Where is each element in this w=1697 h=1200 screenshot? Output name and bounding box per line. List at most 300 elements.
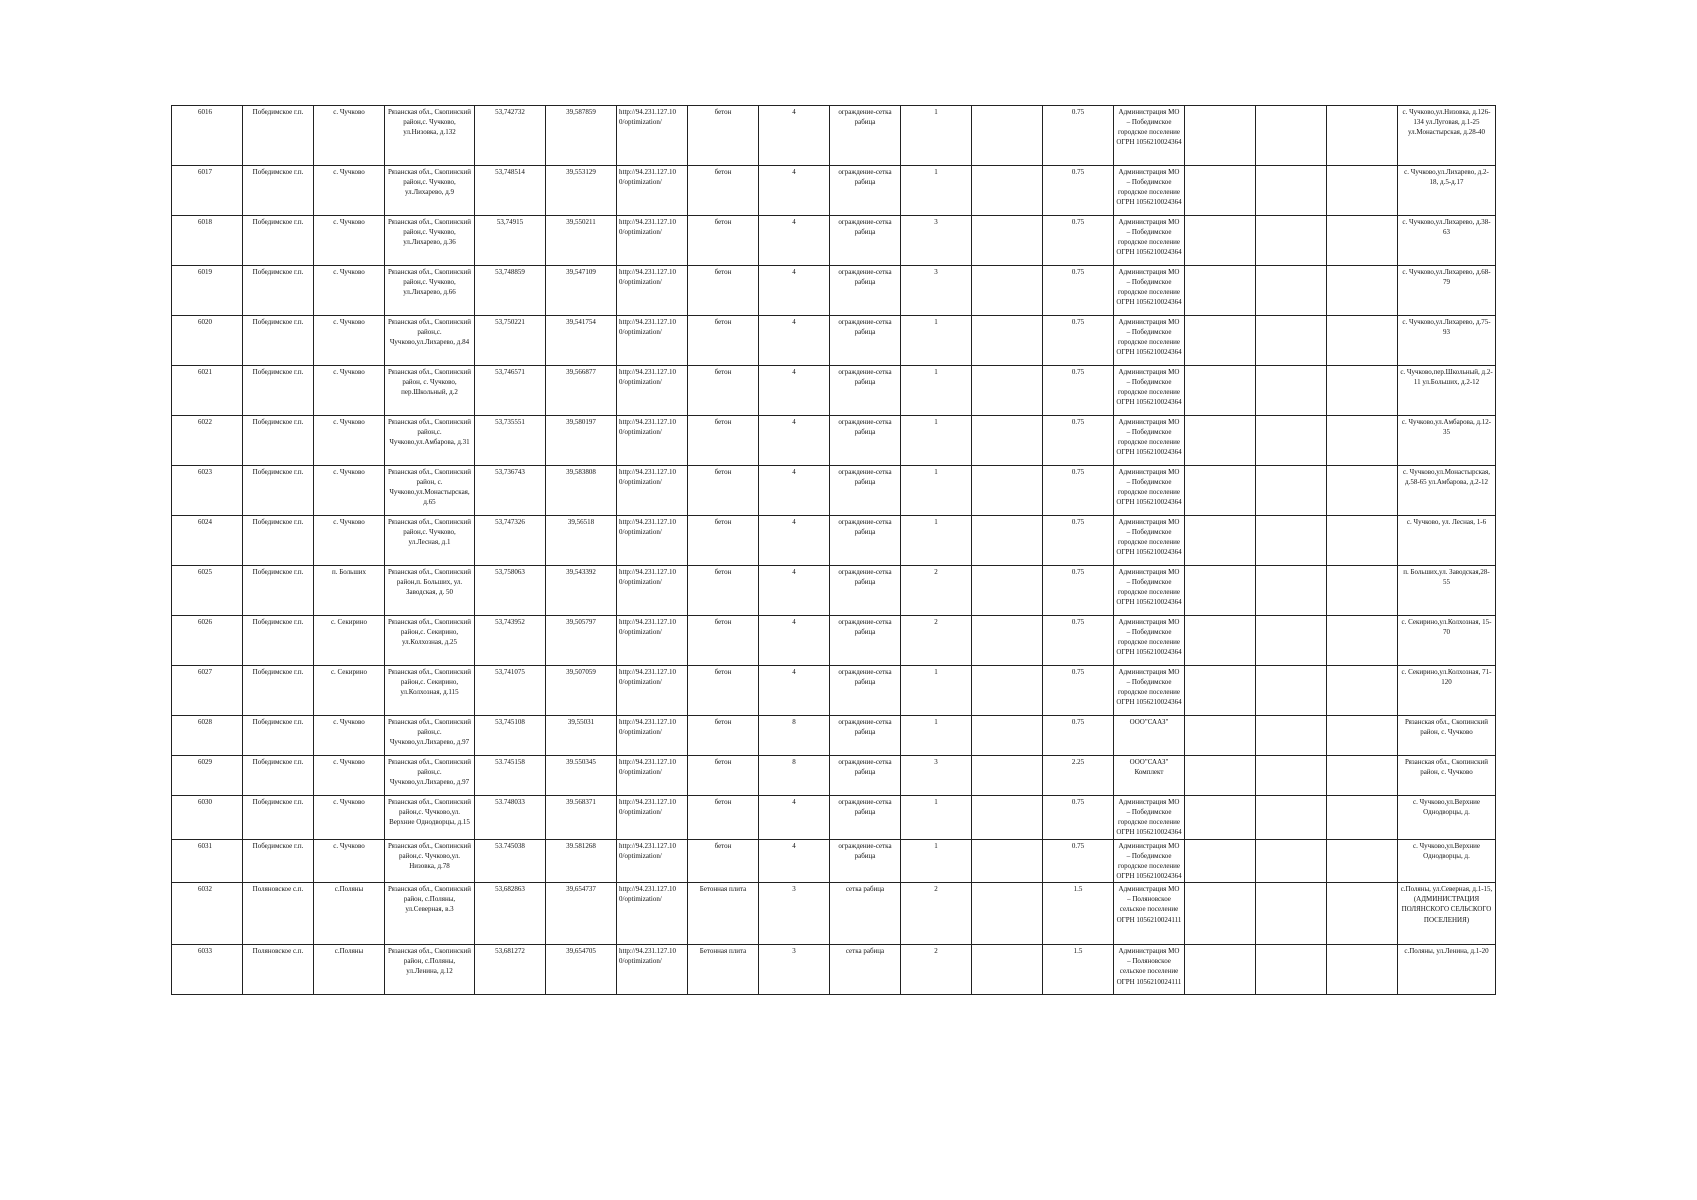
empty-cell bbox=[972, 945, 1043, 995]
container-count-cell: 1 bbox=[901, 106, 972, 166]
locality-cell: с. Чучково bbox=[314, 796, 385, 840]
empty-cell bbox=[1327, 216, 1398, 266]
fence-type-cell: ограждение-сетка рабица bbox=[830, 516, 901, 566]
fence-type-cell: ограждение-сетка рабица bbox=[830, 616, 901, 666]
latitude-cell: 53,758063 bbox=[475, 566, 546, 616]
site-number-cell: 6033 bbox=[172, 945, 243, 995]
container-count-cell: 2 bbox=[901, 883, 972, 945]
container-volume-cell: 0.75 bbox=[1043, 216, 1114, 266]
latitude-cell: 53,681272 bbox=[475, 945, 546, 995]
served-addresses-cell: с. Чучково,ул.Лихарево, д.2-18, д.5-д.17 bbox=[1398, 166, 1496, 216]
site-number-cell: 6018 bbox=[172, 216, 243, 266]
site-number-cell: 6028 bbox=[172, 716, 243, 756]
container-volume-cell: 1.5 bbox=[1043, 883, 1114, 945]
surface-type-cell: бетон bbox=[688, 616, 759, 666]
served-addresses-cell: с. Чучково,ул.Монастырская, д.58-65 ул.Амбарова, д.2-12 bbox=[1398, 466, 1496, 516]
area-cell: 4 bbox=[759, 666, 830, 716]
container-count-cell: 1 bbox=[901, 666, 972, 716]
surface-type-cell: бетон bbox=[688, 316, 759, 366]
address-cell: Рязанская обл., Скопинский район,с. Чучково,ул.Лихарево, д.84 bbox=[385, 316, 475, 366]
container-volume-cell: 0.75 bbox=[1043, 839, 1114, 883]
area-cell: 3 bbox=[759, 883, 830, 945]
empty-cell bbox=[1185, 945, 1256, 995]
empty-cell bbox=[1327, 716, 1398, 756]
locality-cell: п. Больших bbox=[314, 566, 385, 616]
empty-cell bbox=[1185, 616, 1256, 666]
map-link-cell: http://94.231.127.10 0/optimization/ bbox=[617, 883, 688, 945]
area-cell: 4 bbox=[759, 566, 830, 616]
locality-cell: с. Чучково bbox=[314, 416, 385, 466]
surface-type-cell: бетон bbox=[688, 466, 759, 516]
area-cell: 3 bbox=[759, 945, 830, 995]
table-row bbox=[172, 416, 1496, 466]
map-link-cell: http://94.231.127.10 0/optimization/ bbox=[617, 616, 688, 666]
latitude-cell: 53.748033 bbox=[475, 796, 546, 840]
container-volume-cell: 0.75 bbox=[1043, 716, 1114, 756]
address-cell: Рязанская обл., Скопинский район,с. Чучково,ул.Амбарова, д.31 bbox=[385, 416, 475, 466]
site-number-cell: 6022 bbox=[172, 416, 243, 466]
surface-type-cell: бетон bbox=[688, 416, 759, 466]
empty-cell bbox=[972, 316, 1043, 366]
empty-cell bbox=[1256, 106, 1327, 166]
empty-cell bbox=[1185, 566, 1256, 616]
address-cell: Рязанская обл., Скопинский район,с. Чучково,ул.Лихарево, д.97 bbox=[385, 756, 475, 796]
longitude-cell: 39,56518 bbox=[546, 516, 617, 566]
empty-cell bbox=[972, 516, 1043, 566]
settlement-cell: Победимское г.п. bbox=[243, 616, 314, 666]
table-row bbox=[172, 216, 1496, 266]
served-addresses-cell: с.Поляны, ул.Северная, д.1-15, (АДМИНИСТРАЦИЯ ПОЛЯНСКОГО СЕЛЬСКОГО ПОСЕЛЕНИЯ) bbox=[1398, 883, 1496, 945]
container-volume-cell: 0.75 bbox=[1043, 316, 1114, 366]
latitude-cell: 53,74915 bbox=[475, 216, 546, 266]
container-volume-cell: 0.75 bbox=[1043, 416, 1114, 466]
area-cell: 4 bbox=[759, 839, 830, 883]
empty-cell bbox=[1256, 366, 1327, 416]
longitude-cell: 39,55031 bbox=[546, 716, 617, 756]
table-row bbox=[172, 266, 1496, 316]
container-count-cell: 2 bbox=[901, 616, 972, 666]
longitude-cell: 39,583808 bbox=[546, 466, 617, 516]
longitude-cell: 39,553129 bbox=[546, 166, 617, 216]
area-cell: 4 bbox=[759, 466, 830, 516]
empty-cell bbox=[1256, 316, 1327, 366]
map-link-cell: http://94.231.127.10 0/optimization/ bbox=[617, 366, 688, 416]
fence-type-cell: ограждение-сетка рабица bbox=[830, 216, 901, 266]
empty-cell bbox=[972, 216, 1043, 266]
container-volume-cell: 0.75 bbox=[1043, 516, 1114, 566]
address-cell: Рязанская обл., Скопинский район,с. Чучково,ул. Верхние Однодворцы, д.15 bbox=[385, 796, 475, 840]
empty-cell bbox=[972, 616, 1043, 666]
empty-cell bbox=[1256, 216, 1327, 266]
latitude-cell: 53,750221 bbox=[475, 316, 546, 366]
latitude-cell: 53,747326 bbox=[475, 516, 546, 566]
longitude-cell: 39,547109 bbox=[546, 266, 617, 316]
empty-cell bbox=[1327, 416, 1398, 466]
owner-cell: Администрация МО – Поляновское сельское поселение ОГРН 1056210024111 bbox=[1114, 883, 1185, 945]
area-cell: 4 bbox=[759, 266, 830, 316]
settlement-cell: Поляновское с.п. bbox=[243, 883, 314, 945]
surface-type-cell: бетон bbox=[688, 216, 759, 266]
table-row bbox=[172, 796, 1496, 840]
container-count-cell: 2 bbox=[901, 945, 972, 995]
settlement-cell: Победимское г.п. bbox=[243, 756, 314, 796]
site-number-cell: 6026 bbox=[172, 616, 243, 666]
table-row bbox=[172, 756, 1496, 796]
site-number-cell: 6025 bbox=[172, 566, 243, 616]
served-addresses-cell: Рязанская обл., Скопинский район, с. Чучково bbox=[1398, 756, 1496, 796]
empty-cell bbox=[972, 666, 1043, 716]
longitude-cell: 39.581268 bbox=[546, 839, 617, 883]
empty-cell bbox=[1327, 883, 1398, 945]
empty-cell bbox=[1256, 666, 1327, 716]
area-cell: 4 bbox=[759, 516, 830, 566]
served-addresses-cell: с. Чучково,ул.Лихарево, д.38-63 bbox=[1398, 216, 1496, 266]
fence-type-cell: ограждение-сетка рабица bbox=[830, 106, 901, 166]
container-volume-cell: 0.75 bbox=[1043, 616, 1114, 666]
map-link-cell: http://94.231.127.10 0/optimization/ bbox=[617, 266, 688, 316]
empty-cell bbox=[1327, 839, 1398, 883]
empty-cell bbox=[1185, 366, 1256, 416]
locality-cell: с. Чучково bbox=[314, 839, 385, 883]
container-count-cell: 1 bbox=[901, 516, 972, 566]
map-link-cell: http://94.231.127.10 0/optimization/ bbox=[617, 796, 688, 840]
longitude-cell: 39,550211 bbox=[546, 216, 617, 266]
settlement-cell: Поляновское с.п. bbox=[243, 945, 314, 995]
empty-cell bbox=[1327, 666, 1398, 716]
settlement-cell: Победимское г.п. bbox=[243, 416, 314, 466]
longitude-cell: 39,587859 bbox=[546, 106, 617, 166]
longitude-cell: 39,580197 bbox=[546, 416, 617, 466]
empty-cell bbox=[1256, 945, 1327, 995]
owner-cell: Администрация МО – Поляновское сельское поселение ОГРН 1056210024111 bbox=[1114, 945, 1185, 995]
latitude-cell: 53,741075 bbox=[475, 666, 546, 716]
map-link-cell: http://94.231.127.10 0/optimization/ bbox=[617, 756, 688, 796]
fence-type-cell: ограждение-сетка рабица bbox=[830, 316, 901, 366]
latitude-cell: 53,745108 bbox=[475, 716, 546, 756]
empty-cell bbox=[1256, 266, 1327, 316]
empty-cell bbox=[1185, 106, 1256, 166]
map-link-cell: http://94.231.127.10 0/optimization/ bbox=[617, 466, 688, 516]
surface-type-cell: бетон bbox=[688, 796, 759, 840]
served-addresses-cell: с. Секирино,ул.Колхозная, 15-70 bbox=[1398, 616, 1496, 666]
container-count-cell: 1 bbox=[901, 416, 972, 466]
empty-cell bbox=[1327, 316, 1398, 366]
longitude-cell: 39,654737 bbox=[546, 883, 617, 945]
empty-cell bbox=[972, 883, 1043, 945]
settlement-cell: Победимское г.п. bbox=[243, 716, 314, 756]
container-volume-cell: 0.75 bbox=[1043, 666, 1114, 716]
settlement-cell: Победимское г.п. bbox=[243, 216, 314, 266]
empty-cell bbox=[1327, 616, 1398, 666]
latitude-cell: 53,742732 bbox=[475, 106, 546, 166]
owner-cell: Администрация МО – Победимское городское поселение ОГРН 1056210024364 bbox=[1114, 796, 1185, 840]
table-row bbox=[172, 316, 1496, 366]
map-link-cell: http://94.231.127.10 0/optimization/ bbox=[617, 166, 688, 216]
empty-cell bbox=[1327, 756, 1398, 796]
empty-cell bbox=[1327, 466, 1398, 516]
map-link-cell: http://94.231.127.10 0/optimization/ bbox=[617, 216, 688, 266]
site-number-cell: 6016 bbox=[172, 106, 243, 166]
empty-cell bbox=[1185, 839, 1256, 883]
container-count-cell: 1 bbox=[901, 366, 972, 416]
served-addresses-cell: с. Чучково, ул. Лесная, 1-6 bbox=[1398, 516, 1496, 566]
area-cell: 4 bbox=[759, 106, 830, 166]
owner-cell: Администрация МО – Победимское городское поселение ОГРН 1056210024364 bbox=[1114, 416, 1185, 466]
settlement-cell: Победимское г.п. bbox=[243, 566, 314, 616]
surface-type-cell: бетон bbox=[688, 666, 759, 716]
area-cell: 4 bbox=[759, 366, 830, 416]
empty-cell bbox=[972, 566, 1043, 616]
empty-cell bbox=[1256, 796, 1327, 840]
served-addresses-cell: с. Секирино,ул.Колхозная, 71-120 bbox=[1398, 666, 1496, 716]
locality-cell: с. Чучково bbox=[314, 516, 385, 566]
empty-cell bbox=[972, 839, 1043, 883]
owner-cell: Администрация МО – Победимское городское поселение ОГРН 1056210024364 bbox=[1114, 266, 1185, 316]
empty-cell bbox=[972, 416, 1043, 466]
owner-cell: Администрация МО – Победимское городское поселение ОГРН 1056210024364 bbox=[1114, 839, 1185, 883]
map-link-cell: http://94.231.127.10 0/optimization/ bbox=[617, 106, 688, 166]
empty-cell bbox=[972, 366, 1043, 416]
map-link-cell: http://94.231.127.10 0/optimization/ bbox=[617, 839, 688, 883]
address-cell: Рязанская обл., Скопинский район,с. Секирино, ул.Колхозная, д.25 bbox=[385, 616, 475, 666]
empty-cell bbox=[1256, 166, 1327, 216]
table-row bbox=[172, 883, 1496, 945]
longitude-cell: 39.550345 bbox=[546, 756, 617, 796]
area-cell: 4 bbox=[759, 796, 830, 840]
settlement-cell: Победимское г.п. bbox=[243, 796, 314, 840]
site-number-cell: 6020 bbox=[172, 316, 243, 366]
empty-cell bbox=[1256, 616, 1327, 666]
latitude-cell: 53,746571 bbox=[475, 366, 546, 416]
site-number-cell: 6029 bbox=[172, 756, 243, 796]
empty-cell bbox=[1185, 756, 1256, 796]
locality-cell: с. Чучково bbox=[314, 366, 385, 416]
fence-type-cell: ограждение-сетка рабица bbox=[830, 166, 901, 216]
served-addresses-cell: с. Чучково,ул.Низовка, д.126-134 ул.Луговая, д.1-25 ул.Монастырская, д.28-40 bbox=[1398, 106, 1496, 166]
surface-type-cell: бетон bbox=[688, 756, 759, 796]
fence-type-cell: ограждение-сетка рабица bbox=[830, 566, 901, 616]
locality-cell: с. Секирино bbox=[314, 666, 385, 716]
latitude-cell: 53.745158 bbox=[475, 756, 546, 796]
container-volume-cell: 0.75 bbox=[1043, 566, 1114, 616]
container-count-cell: 1 bbox=[901, 466, 972, 516]
longitude-cell: 39,541754 bbox=[546, 316, 617, 366]
fence-type-cell: ограждение-сетка рабица bbox=[830, 716, 901, 756]
latitude-cell: 53,748514 bbox=[475, 166, 546, 216]
table-row bbox=[172, 616, 1496, 666]
empty-cell bbox=[972, 756, 1043, 796]
served-addresses-cell: с. Чучково,ул.Лихарево, д.68-79 bbox=[1398, 266, 1496, 316]
area-cell: 4 bbox=[759, 216, 830, 266]
address-cell: Рязанская обл., Скопинский район,с. Чучково, ул.Лихарево, д.36 bbox=[385, 216, 475, 266]
empty-cell bbox=[1327, 366, 1398, 416]
fence-type-cell: ограждение-сетка рабица bbox=[830, 839, 901, 883]
empty-cell bbox=[1256, 883, 1327, 945]
fence-type-cell: ограждение-сетка рабица bbox=[830, 266, 901, 316]
empty-cell bbox=[1185, 316, 1256, 366]
site-number-cell: 6024 bbox=[172, 516, 243, 566]
longitude-cell: 39,654705 bbox=[546, 945, 617, 995]
empty-cell bbox=[1327, 566, 1398, 616]
fence-type-cell: ограждение-сетка рабица bbox=[830, 796, 901, 840]
empty-cell bbox=[1185, 216, 1256, 266]
map-link-cell: http://94.231.127.10 0/optimization/ bbox=[617, 416, 688, 466]
empty-cell bbox=[1185, 416, 1256, 466]
served-addresses-cell: с. Чучково,пер.Школьный, д.2-11 ул.Больших, д.2-12 bbox=[1398, 366, 1496, 416]
area-cell: 4 bbox=[759, 416, 830, 466]
owner-cell: Администрация МО – Победимское городское поселение ОГРН 1056210024364 bbox=[1114, 466, 1185, 516]
fence-type-cell: сетка рабица bbox=[830, 945, 901, 995]
fence-type-cell: ограждение-сетка рабица bbox=[830, 756, 901, 796]
site-number-cell: 6017 bbox=[172, 166, 243, 216]
container-count-cell: 2 bbox=[901, 566, 972, 616]
locality-cell: с. Чучково bbox=[314, 716, 385, 756]
container-volume-cell: 2.25 bbox=[1043, 756, 1114, 796]
locality-cell: с. Секирино bbox=[314, 616, 385, 666]
container-volume-cell: 0.75 bbox=[1043, 796, 1114, 840]
owner-cell: Администрация МО – Победимское городское поселение ОГРН 1056210024364 bbox=[1114, 366, 1185, 416]
site-number-cell: 6023 bbox=[172, 466, 243, 516]
address-cell: Рязанская обл., Скопинский район, с.Поляны, ул.Северная, в.3 bbox=[385, 883, 475, 945]
surface-type-cell: бетон bbox=[688, 566, 759, 616]
surface-type-cell: бетон bbox=[688, 106, 759, 166]
empty-cell bbox=[1256, 516, 1327, 566]
empty-cell bbox=[972, 266, 1043, 316]
empty-cell bbox=[1185, 266, 1256, 316]
container-volume-cell: 0.75 bbox=[1043, 166, 1114, 216]
locality-cell: с. Чучково bbox=[314, 316, 385, 366]
container-count-cell: 1 bbox=[901, 316, 972, 366]
longitude-cell: 39,505797 bbox=[546, 616, 617, 666]
site-number-cell: 6031 bbox=[172, 839, 243, 883]
map-link-cell: http://94.231.127.10 0/optimization/ bbox=[617, 945, 688, 995]
map-link-cell: http://94.231.127.10 0/optimization/ bbox=[617, 716, 688, 756]
surface-type-cell: бетон bbox=[688, 266, 759, 316]
empty-cell bbox=[972, 716, 1043, 756]
settlement-cell: Победимское г.п. bbox=[243, 166, 314, 216]
empty-cell bbox=[1327, 166, 1398, 216]
container-volume-cell: 0.75 bbox=[1043, 266, 1114, 316]
map-link-cell: http://94.231.127.10 0/optimization/ bbox=[617, 666, 688, 716]
empty-cell bbox=[1256, 756, 1327, 796]
owner-cell: Администрация МО – Победимское городское поселение ОГРН 1056210024364 bbox=[1114, 216, 1185, 266]
table-row bbox=[172, 666, 1496, 716]
fence-type-cell: ограждение-сетка рабица bbox=[830, 366, 901, 416]
empty-cell bbox=[972, 166, 1043, 216]
settlement-cell: Победимское г.п. bbox=[243, 666, 314, 716]
address-cell: Рязанская обл., Скопинский район, с. Чучково, пер.Школьный, д.2 bbox=[385, 366, 475, 416]
longitude-cell: 39.568371 bbox=[546, 796, 617, 840]
locality-cell: с. Чучково bbox=[314, 756, 385, 796]
empty-cell bbox=[1327, 266, 1398, 316]
latitude-cell: 53,682863 bbox=[475, 883, 546, 945]
container-count-cell: 1 bbox=[901, 166, 972, 216]
surface-type-cell: Бетонная плита bbox=[688, 883, 759, 945]
served-addresses-cell: с. Чучково,ул.Верхние Однодворцы, д. bbox=[1398, 796, 1496, 840]
surface-type-cell: бетон bbox=[688, 166, 759, 216]
empty-cell bbox=[1185, 716, 1256, 756]
settlement-cell: Победимское г.п. bbox=[243, 316, 314, 366]
latitude-cell: 53,735551 bbox=[475, 416, 546, 466]
area-cell: 8 bbox=[759, 756, 830, 796]
address-cell: Рязанская обл., Скопинский район,с. Чучково,ул. Низовка, д.78 bbox=[385, 839, 475, 883]
owner-cell: Администрация МО – Победимское городское поселение ОГРН 1056210024364 bbox=[1114, 166, 1185, 216]
container-count-cell: 3 bbox=[901, 216, 972, 266]
fence-type-cell: сетка рабица bbox=[830, 883, 901, 945]
empty-cell bbox=[1185, 796, 1256, 840]
empty-cell bbox=[1185, 466, 1256, 516]
map-link-cell: http://94.231.127.10 0/optimization/ bbox=[617, 316, 688, 366]
settlement-cell: Победимское г.п. bbox=[243, 839, 314, 883]
empty-cell bbox=[972, 106, 1043, 166]
area-cell: 8 bbox=[759, 716, 830, 756]
address-cell: Рязанская обл., Скопинский район, с. Чучково,ул.Монастырская, д.65 bbox=[385, 466, 475, 516]
empty-cell bbox=[972, 796, 1043, 840]
address-cell: Рязанская обл., Скопинский район,с. Чучково, ул.Лесная, д.1 bbox=[385, 516, 475, 566]
container-volume-cell: 0.75 bbox=[1043, 366, 1114, 416]
served-addresses-cell: с. Чучково,ул.Амбарова, д.12-35 bbox=[1398, 416, 1496, 466]
empty-cell bbox=[1256, 839, 1327, 883]
table-row bbox=[172, 566, 1496, 616]
table-row bbox=[172, 366, 1496, 416]
fence-type-cell: ограждение-сетка рабица bbox=[830, 416, 901, 466]
owner-cell: Администрация МО – Победимское городское поселение ОГРН 1056210024364 bbox=[1114, 566, 1185, 616]
container-sites-table bbox=[171, 105, 1496, 995]
settlement-cell: Победимское г.п. bbox=[243, 106, 314, 166]
longitude-cell: 39,507059 bbox=[546, 666, 617, 716]
empty-cell bbox=[1185, 516, 1256, 566]
empty-cell bbox=[1256, 716, 1327, 756]
table-row bbox=[172, 466, 1496, 516]
locality-cell: с. Чучково bbox=[314, 166, 385, 216]
empty-cell bbox=[972, 466, 1043, 516]
site-number-cell: 6032 bbox=[172, 883, 243, 945]
locality-cell: с. Чучково bbox=[314, 216, 385, 266]
settlement-cell: Победимское г.п. bbox=[243, 366, 314, 416]
empty-cell bbox=[1256, 416, 1327, 466]
empty-cell bbox=[1327, 516, 1398, 566]
address-cell: Рязанская обл., Скопинский район, с.Поляны, ул.Ленина, д.12 bbox=[385, 945, 475, 995]
empty-cell bbox=[1327, 106, 1398, 166]
latitude-cell: 53,748859 bbox=[475, 266, 546, 316]
settlement-cell: Победимское г.п. bbox=[243, 266, 314, 316]
owner-cell: ООО"СААЗ" bbox=[1114, 716, 1185, 756]
map-link-cell: http://94.231.127.10 0/optimization/ bbox=[617, 516, 688, 566]
surface-type-cell: бетон bbox=[688, 716, 759, 756]
served-addresses-cell: с. Чучково,ул.Верхние Однодворцы, д. bbox=[1398, 839, 1496, 883]
container-volume-cell: 1.5 bbox=[1043, 945, 1114, 995]
surface-type-cell: Бетонная плита bbox=[688, 945, 759, 995]
table-row bbox=[172, 945, 1496, 995]
table-body bbox=[172, 106, 1496, 995]
empty-cell bbox=[1185, 666, 1256, 716]
locality-cell: с.Поляны bbox=[314, 945, 385, 995]
site-number-cell: 6030 bbox=[172, 796, 243, 840]
table-row bbox=[172, 716, 1496, 756]
served-addresses-cell: с. Чучково,ул.Лихарево, д.75-93 bbox=[1398, 316, 1496, 366]
fence-type-cell: ограждение-сетка рабица bbox=[830, 666, 901, 716]
container-count-cell: 3 bbox=[901, 266, 972, 316]
empty-cell bbox=[1185, 883, 1256, 945]
area-cell: 4 bbox=[759, 316, 830, 366]
owner-cell: Администрация МО – Победимское городское поселение ОГРН 1056210024364 bbox=[1114, 666, 1185, 716]
empty-cell bbox=[1256, 566, 1327, 616]
owner-cell: Администрация МО – Победимское городское поселение ОГРН 1056210024364 bbox=[1114, 616, 1185, 666]
address-cell: Рязанская обл., Скопинский район,с. Чучково, ул.Лихарево, д.66 bbox=[385, 266, 475, 316]
locality-cell: с. Чучково bbox=[314, 106, 385, 166]
site-number-cell: 6019 bbox=[172, 266, 243, 316]
served-addresses-cell: с.Поляны, ул.Ленина, д.1-20 bbox=[1398, 945, 1496, 995]
